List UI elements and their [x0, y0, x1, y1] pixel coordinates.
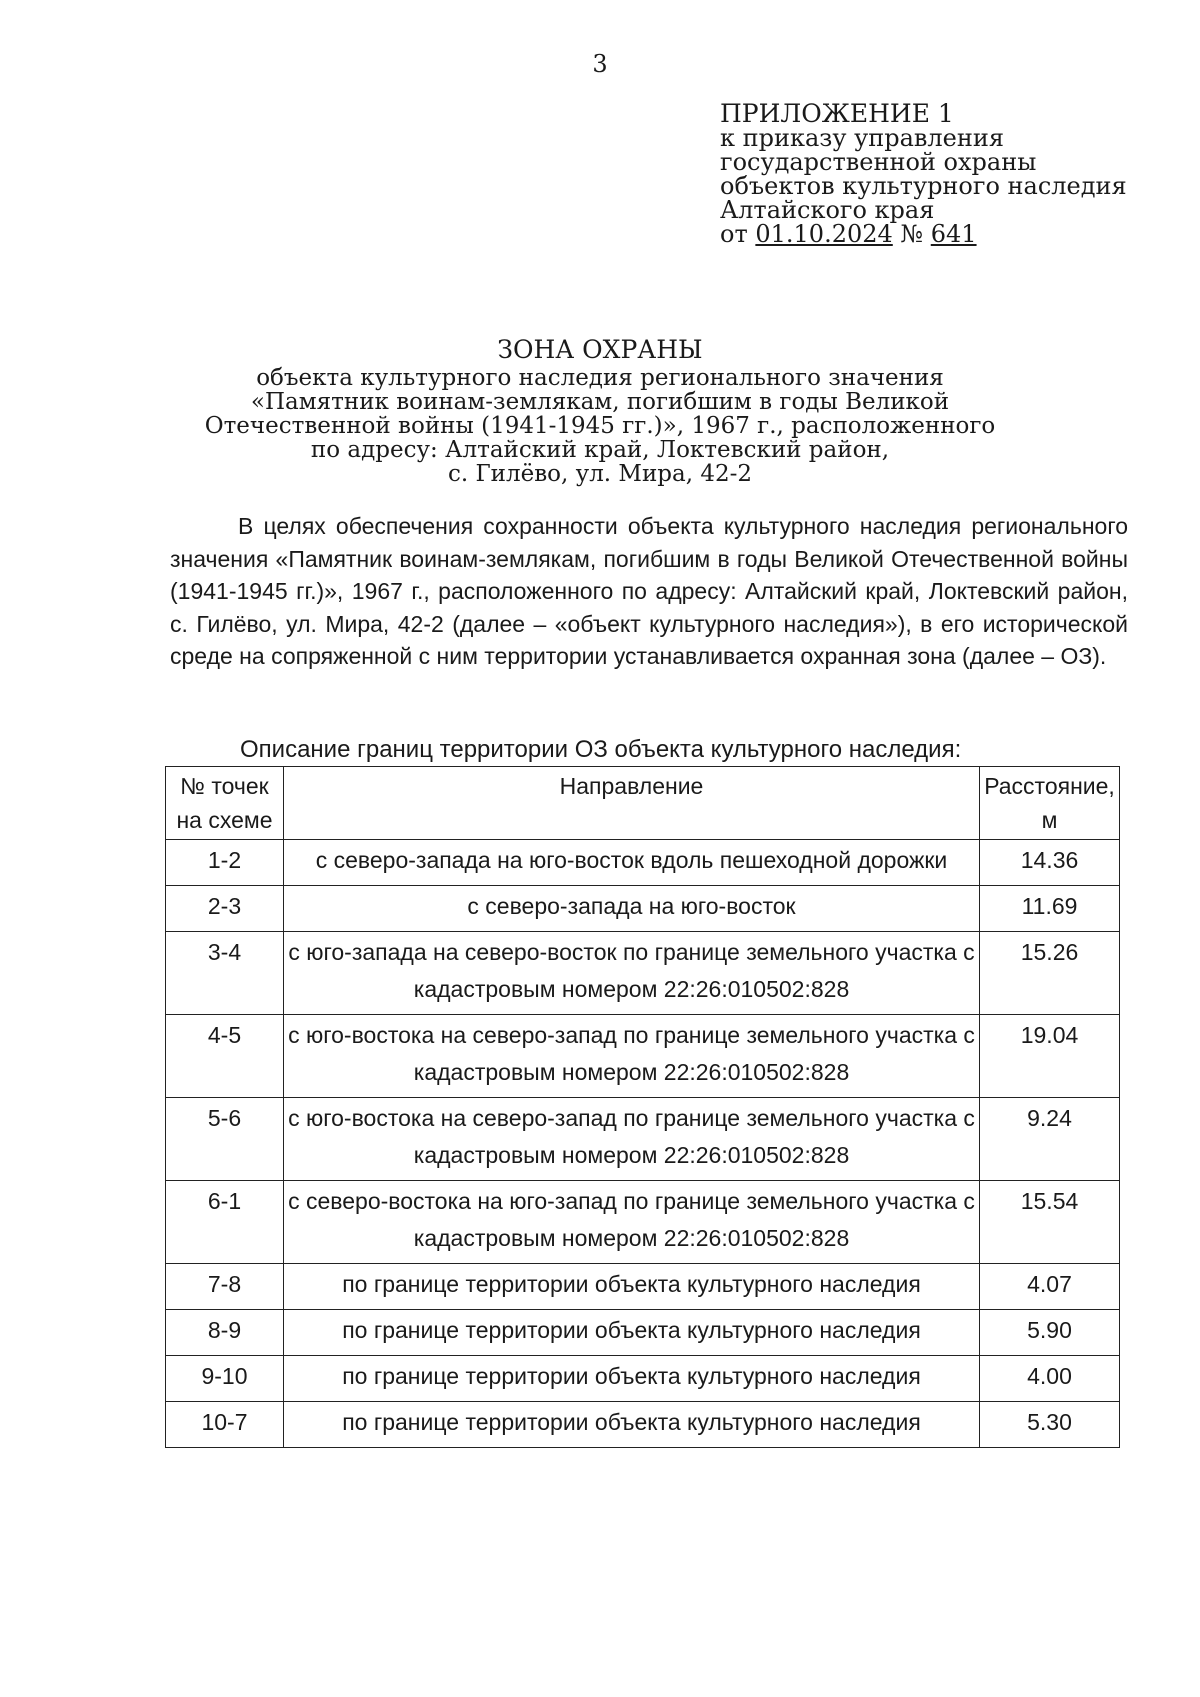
cell-direction: по границе территории объекта культурного наследия: [284, 1264, 980, 1310]
header-points: [166, 767, 284, 840]
table-row: [166, 1015, 1120, 1098]
cell-points: 3-4: [166, 932, 284, 1015]
cell-distance: 15.54: [980, 1181, 1120, 1264]
appendix-line: объектов культурного наследия: [720, 172, 1127, 200]
page-number: 3: [592, 50, 608, 78]
document-title: ЗОНА ОХРАНЫ: [497, 335, 703, 364]
order-date-number: [720, 222, 1127, 246]
table-caption: Описание границ территории ОЗ объекта культурного наследия:: [240, 736, 962, 763]
cell-direction: с юго-востока на северо-запад по границе земельного участка с кадастровым номером 22:26:010502:828: [284, 1098, 980, 1181]
cell-points: 10-7: [166, 1402, 284, 1448]
cell-direction: по границе территории объекта культурного наследия: [284, 1356, 980, 1402]
body-paragraph: В целях обеспечения сохранности объекта культурного наследия регионального значения «Памятник воинам-землякам, погибшим в годы Великой Отечественной войны (1941-1945 гг.)», 1967 г., расположенного по адресу: Алтайский край, Локтевский район, с. Гилёво, ул. Мира, 42-2 (далее – «объект культурного наследия»), в его исторической среде на сопряженной с ним территории устанавливается охранная зона (далее – ОЗ).: [170, 513, 1128, 670]
table-header-row: [166, 767, 1120, 840]
table-row: [166, 840, 1120, 886]
header-points-line2: на схеме: [176, 807, 273, 833]
cell-distance: 9.24: [980, 1098, 1120, 1181]
table-row: [166, 1181, 1120, 1264]
cell-points: 9-10: [166, 1356, 284, 1402]
header-direction: Направление: [284, 767, 980, 840]
appendix-line: к приказу управления: [720, 124, 1005, 152]
header-distance-line1: Расстояние,: [984, 773, 1115, 799]
cell-direction: с северо-востока на юго-запад по границе земельного участка с кадастровым номером 22:26:010502:828: [284, 1181, 980, 1264]
title-line: по адресу: Алтайский край, Локтевский район,: [310, 437, 890, 463]
cell-points: 6-1: [166, 1181, 284, 1264]
table-row: [166, 932, 1120, 1015]
number-prefix: №: [892, 220, 931, 248]
header-distance-line2: м: [1041, 807, 1058, 833]
cell-points: 5-6: [166, 1098, 284, 1181]
cell-distance: 4.00: [980, 1356, 1120, 1402]
table-row: [166, 1356, 1120, 1402]
cell-points: 1-2: [166, 840, 284, 886]
cell-points: 4-5: [166, 1015, 284, 1098]
date-prefix: от: [720, 220, 756, 248]
cell-direction: с юго-востока на северо-запад по границе земельного участка с кадастровым номером 22:26:010502:828: [284, 1015, 980, 1098]
table-row: [166, 1310, 1120, 1356]
cell-distance: 14.36: [980, 840, 1120, 886]
table-row: [166, 1264, 1120, 1310]
cell-distance: 19.04: [980, 1015, 1120, 1098]
cell-direction: по границе территории объекта культурного наследия: [284, 1310, 980, 1356]
title-line: объекта культурного наследия регионального значения: [256, 365, 944, 391]
cell-distance: 5.90: [980, 1310, 1120, 1356]
title-line: «Памятник воинам-землякам, погибшим в годы Великой: [250, 389, 950, 415]
cell-direction: по границе территории объекта культурного наследия: [284, 1402, 980, 1448]
cell-distance: 5.30: [980, 1402, 1120, 1448]
cell-points: 2-3: [166, 886, 284, 932]
cell-direction: с юго-запада на северо-восток по границе земельного участка с кадастровым номером 22:26:010502:828: [284, 932, 980, 1015]
cell-direction: с северо-запада на юго-восток вдоль пешеходной дорожки: [284, 840, 980, 886]
cell-distance: 4.07: [980, 1264, 1120, 1310]
boundaries-table: [165, 766, 1120, 1448]
cell-distance: 15.26: [980, 932, 1120, 1015]
cell-points: 8-9: [166, 1310, 284, 1356]
header-distance: [980, 767, 1120, 840]
order-number: 641: [930, 220, 977, 248]
appendix-header: [720, 99, 1127, 248]
appendix-title: ПРИЛОЖЕНИЕ 1: [720, 99, 954, 128]
table-row: [166, 1098, 1120, 1181]
appendix-line: Алтайского края: [720, 196, 935, 224]
order-date: 01.10.2024: [755, 220, 893, 248]
title-line: Отечественной войны (1941-1945 гг.)», 1967 г., расположенного: [204, 413, 996, 439]
table-row: [166, 886, 1120, 932]
cell-distance: 11.69: [980, 886, 1120, 932]
title-line: с. Гилёво, ул. Мира, 42-2: [447, 461, 753, 487]
document-title-block: [0, 336, 1200, 486]
appendix-line: государственной охраны: [720, 148, 1037, 176]
cell-direction: с северо-запада на юго-восток: [284, 886, 980, 932]
header-points-line1: № точек: [180, 773, 269, 799]
table-row: [166, 1402, 1120, 1448]
cell-points: 7-8: [166, 1264, 284, 1310]
